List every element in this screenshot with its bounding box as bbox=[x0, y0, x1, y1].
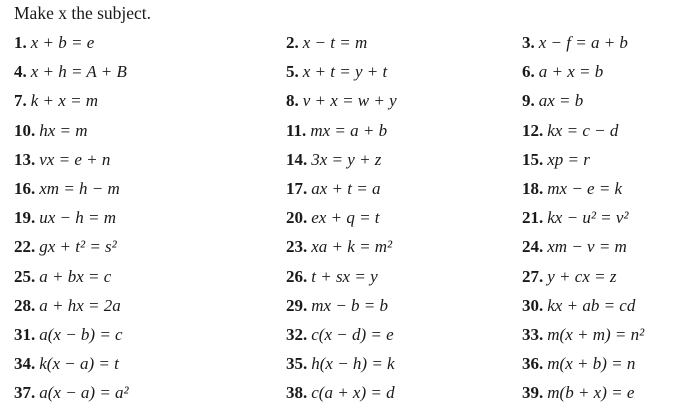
exercise-item bbox=[286, 293, 397, 322]
exercise-item bbox=[14, 322, 129, 351]
exercise-equation: t + sx = y bbox=[311, 266, 378, 286]
exercise-equation: x + b = e bbox=[30, 33, 95, 52]
exercise-equation: ax + t = a bbox=[311, 178, 381, 198]
exercise-item bbox=[286, 351, 397, 380]
exercise-number: 38. bbox=[286, 383, 308, 403]
exercise-number: 28. bbox=[14, 295, 36, 315]
exercise-number: 34. bbox=[14, 354, 36, 374]
exercise-equation: kx + ab = cd bbox=[547, 295, 636, 315]
exercise-equation: ax = b bbox=[538, 91, 584, 111]
exercise-equation: m(x + m) = n² bbox=[547, 324, 645, 344]
exercise-item bbox=[286, 234, 397, 263]
exercise-item bbox=[522, 264, 644, 293]
exercise-equation: mx = a + b bbox=[310, 120, 388, 140]
exercise-item bbox=[522, 351, 644, 380]
exercise-number: 3. bbox=[522, 33, 535, 52]
exercise-equation: c(x − d) = e bbox=[311, 324, 394, 344]
exercise-item bbox=[14, 205, 129, 234]
exercise-number: 18. bbox=[522, 178, 544, 198]
exercise-item bbox=[14, 351, 129, 380]
exercise-item bbox=[522, 118, 644, 147]
exercise-number: 19. bbox=[14, 208, 36, 228]
exercise-number: 14. bbox=[286, 149, 308, 169]
exercise-number: 9. bbox=[522, 91, 535, 111]
exercise-item bbox=[14, 88, 129, 117]
exercise-item bbox=[286, 88, 397, 117]
exercise-number: 26. bbox=[286, 266, 308, 286]
exercise-number: 33. bbox=[522, 324, 544, 344]
exercise-number: 32. bbox=[286, 324, 308, 344]
exercise-number: 4. bbox=[14, 62, 27, 82]
exercise-equation: c(a + x) = d bbox=[311, 383, 395, 403]
exercise-equation: a(x − a) = a² bbox=[39, 383, 129, 403]
exercise-item bbox=[14, 118, 129, 147]
exercise-equation: x + t = y + t bbox=[302, 62, 388, 82]
exercise-equation: m(x + b) = n bbox=[547, 354, 636, 374]
exercise-number: 12. bbox=[522, 120, 544, 140]
exercise-equation: m(b + x) = e bbox=[547, 383, 635, 403]
exercise-column-3 bbox=[522, 30, 644, 409]
exercise-number: 11. bbox=[286, 120, 307, 140]
exercise-item bbox=[286, 322, 397, 351]
exercise-number: 24. bbox=[522, 237, 544, 257]
exercise-item bbox=[286, 118, 397, 147]
exercise-equation: hx = m bbox=[39, 120, 88, 140]
exercise-equation: xm − v = m bbox=[547, 237, 627, 257]
exercise-item bbox=[14, 264, 129, 293]
exercise-item bbox=[14, 59, 129, 88]
exercise-equation: v + x = w + y bbox=[302, 91, 397, 111]
exercise-number: 15. bbox=[522, 149, 544, 169]
exercise-item bbox=[286, 30, 397, 59]
exercise-item bbox=[522, 59, 644, 88]
exercise-number: 8. bbox=[286, 91, 299, 111]
exercise-equation: x − f = a + b bbox=[538, 33, 628, 52]
exercise-equation: a(x − b) = c bbox=[39, 324, 123, 344]
exercise-number: 25. bbox=[14, 266, 36, 286]
exercise-item bbox=[14, 176, 129, 205]
exercise-number: 20. bbox=[286, 208, 308, 228]
exercise-number: 31. bbox=[14, 324, 36, 344]
exercise-item bbox=[14, 293, 129, 322]
exercise-item bbox=[522, 234, 644, 263]
exercise-equation: a + x = b bbox=[538, 62, 604, 82]
exercise-item bbox=[522, 205, 644, 234]
exercise-item bbox=[286, 147, 397, 176]
exercise-number: 39. bbox=[522, 383, 544, 403]
exercise-item bbox=[522, 176, 644, 205]
exercise-equation: kx = c − d bbox=[547, 120, 619, 140]
exercise-item bbox=[14, 380, 129, 409]
exercise-number: 16. bbox=[14, 178, 36, 198]
exercise-equation: ex + q = t bbox=[311, 208, 380, 228]
exercise-equation: kx − u² = v² bbox=[547, 208, 629, 228]
exercise-item bbox=[286, 380, 397, 409]
exercise-equation: vx = e + n bbox=[39, 149, 111, 169]
exercise-item bbox=[522, 147, 644, 176]
exercise-equation: k(x − a) = t bbox=[39, 354, 119, 374]
exercise-grid bbox=[0, 30, 674, 403]
exercise-equation: mx − b = b bbox=[311, 295, 389, 315]
exercise-item bbox=[286, 59, 397, 88]
exercise-number: 1. bbox=[14, 33, 27, 52]
exercise-number: 5. bbox=[286, 62, 299, 82]
exercise-column-2 bbox=[286, 30, 397, 409]
exercise-number: 37. bbox=[14, 383, 36, 403]
exercise-number: 30. bbox=[522, 295, 544, 315]
exercise-equation: x + h = A + B bbox=[30, 62, 127, 82]
exercise-item bbox=[522, 293, 644, 322]
exercise-equation: xp = r bbox=[547, 149, 590, 169]
exercise-item bbox=[286, 176, 397, 205]
exercise-equation: k + x = m bbox=[30, 91, 99, 111]
exercise-number: 29. bbox=[286, 295, 308, 315]
exercise-equation: xa + k = m² bbox=[311, 237, 393, 257]
exercise-number: 13. bbox=[14, 149, 36, 169]
exercise-item bbox=[14, 147, 129, 176]
exercise-equation: gx + t² = s² bbox=[39, 237, 117, 257]
exercise-equation: a + hx = 2a bbox=[39, 295, 121, 315]
exercise-equation: a + bx = c bbox=[39, 266, 112, 286]
exercise-number: 23. bbox=[286, 237, 308, 257]
exercise-equation: xm = h − m bbox=[39, 178, 120, 198]
exercise-number: 2. bbox=[286, 33, 299, 52]
exercise-item bbox=[522, 88, 644, 117]
exercise-number: 17. bbox=[286, 178, 308, 198]
exercise-number: 6. bbox=[522, 62, 535, 82]
exercise-equation: mx − e = k bbox=[547, 178, 623, 198]
exercise-number: 35. bbox=[286, 354, 308, 374]
exercise-equation: 3x = y + z bbox=[311, 149, 382, 169]
page-title: Make x the subject. bbox=[14, 3, 152, 23]
exercise-number: 27. bbox=[522, 266, 544, 286]
exercise-equation: y + cx = z bbox=[547, 266, 617, 286]
exercise-item bbox=[522, 380, 644, 409]
exercise-number: 36. bbox=[522, 354, 544, 374]
exercise-number: 21. bbox=[522, 208, 544, 228]
exercise-number: 22. bbox=[14, 237, 36, 257]
exercise-equation: h(x − h) = k bbox=[311, 354, 395, 374]
exercise-equation: ux − h = m bbox=[39, 208, 117, 228]
exercise-number: 10. bbox=[14, 120, 36, 140]
exercise-column-1 bbox=[14, 30, 129, 409]
exercise-item bbox=[14, 30, 129, 59]
exercise-item bbox=[14, 234, 129, 263]
exercise-item bbox=[522, 322, 644, 351]
exercise-equation: x − t = m bbox=[302, 33, 368, 52]
exercise-item bbox=[286, 205, 397, 234]
exercise-item bbox=[286, 264, 397, 293]
exercise-item bbox=[522, 30, 644, 59]
exercise-number: 7. bbox=[14, 91, 27, 111]
